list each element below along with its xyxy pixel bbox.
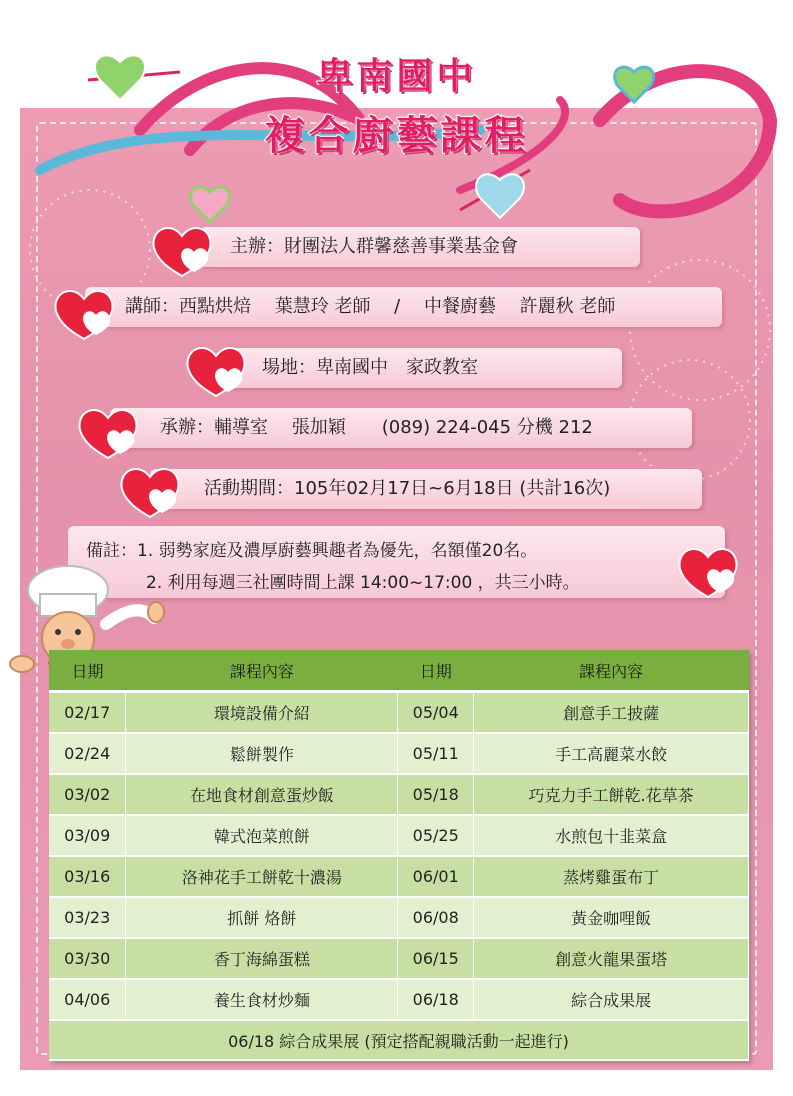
- header-content: 課程內容: [474, 650, 749, 692]
- footer-cell: 06/18 綜合成果展 (預定搭配親職活動一起進行): [49, 1020, 749, 1060]
- date-cell: 03/16: [49, 856, 126, 897]
- organizer-text: 主辦：財團法人群馨慈善事業基金會: [230, 236, 518, 257]
- pink-heart-icon: [191, 187, 230, 222]
- instructors-bar: [85, 287, 722, 327]
- course-title: 複合廚藝課程: [264, 113, 529, 159]
- content-cell: 鬆餅製作: [126, 733, 398, 774]
- date-cell: 02/24: [49, 733, 126, 774]
- note-line-1: 備註：1. 弱勢家庭及濃厚廚藝興趣者為優先，名額僅20名。: [86, 541, 538, 561]
- venue-bar: [222, 348, 622, 388]
- content-cell: 蒸烤雞蛋布丁: [474, 856, 749, 897]
- red-heart-icon: [118, 463, 182, 519]
- table-footer-row: [49, 1020, 749, 1060]
- content-cell: 環境設備介紹: [126, 692, 398, 734]
- date-cell: 05/25: [398, 815, 474, 856]
- instructors-text: 講師：西點烘焙 葉慧玲 老師 / 中餐廚藝 許麗秋 老師: [125, 296, 616, 317]
- date-cell: 06/01: [398, 856, 474, 897]
- content-cell: 養生食材炒麵: [126, 979, 398, 1020]
- table-row: [49, 774, 749, 815]
- red-heart-icon: [52, 285, 116, 341]
- school-title: 卑南國中: [316, 56, 477, 97]
- content-cell: 創意火龍果蛋塔: [474, 938, 749, 979]
- content-cell: 水煎包十韭菜盒: [474, 815, 749, 856]
- period-text: 活動期間：105年02月17日~6月18日 (共計16次): [204, 478, 611, 499]
- table-row: [49, 733, 749, 774]
- red-heart-icon: [676, 543, 740, 599]
- date-cell: 03/30: [49, 938, 126, 979]
- table-row: [49, 897, 749, 938]
- red-heart-icon: [150, 222, 214, 278]
- contact-bar: [110, 408, 692, 448]
- note-line-2: 2. 利用每週三社團時間上課 14:00~17:00 ，共三小時。: [146, 573, 580, 593]
- date-cell: 04/06: [49, 979, 126, 1020]
- content-cell: 洛神花手工餅乾十濃湯: [126, 856, 398, 897]
- schedule-table: [49, 650, 749, 1061]
- period-bar: [150, 469, 702, 509]
- content-cell: 抓餅 烙餅: [126, 897, 398, 938]
- date-cell: 06/15: [398, 938, 474, 979]
- red-heart-icon: [184, 342, 248, 398]
- contact-text: 承辦：輔導室 張加穎 (089) 224-045 分機 212: [160, 417, 593, 438]
- table-row: [49, 938, 749, 979]
- content-cell: 香丁海綿蛋糕: [126, 938, 398, 979]
- date-cell: 06/08: [398, 897, 474, 938]
- date-cell: 05/11: [398, 733, 474, 774]
- table-row: [49, 856, 749, 897]
- date-cell: 03/23: [49, 897, 126, 938]
- header-date: 日期: [398, 650, 474, 692]
- table-row: [49, 692, 749, 734]
- blue-heart-icon: [476, 174, 524, 218]
- header-date: 日期: [49, 650, 126, 692]
- red-heart-icon: [76, 404, 140, 460]
- venue-text: 場地：卑南國中 家政教室: [262, 357, 478, 378]
- content-cell: 在地食材創意蛋炒飯: [126, 774, 398, 815]
- content-cell: 巧克力手工餅乾.花草茶: [474, 774, 749, 815]
- content-cell: 綜合成果展: [474, 979, 749, 1020]
- table-header-row: [49, 650, 749, 692]
- date-cell: 05/04: [398, 692, 474, 734]
- content-cell: 黃金咖哩飯: [474, 897, 749, 938]
- organizer-bar: [200, 227, 640, 267]
- content-cell: 創意手工披薩: [474, 692, 749, 734]
- date-cell: 03/09: [49, 815, 126, 856]
- header-content: 課程內容: [126, 650, 398, 692]
- table-row: [49, 815, 749, 856]
- table-row: [49, 979, 749, 1020]
- date-cell: 06/18: [398, 979, 474, 1020]
- content-cell: 韓式泡菜煎餅: [126, 815, 398, 856]
- date-cell: 05/18: [398, 774, 474, 815]
- date-cell: 02/17: [49, 692, 126, 734]
- content-cell: 手工高麗菜水餃: [474, 733, 749, 774]
- date-cell: 03/02: [49, 774, 126, 815]
